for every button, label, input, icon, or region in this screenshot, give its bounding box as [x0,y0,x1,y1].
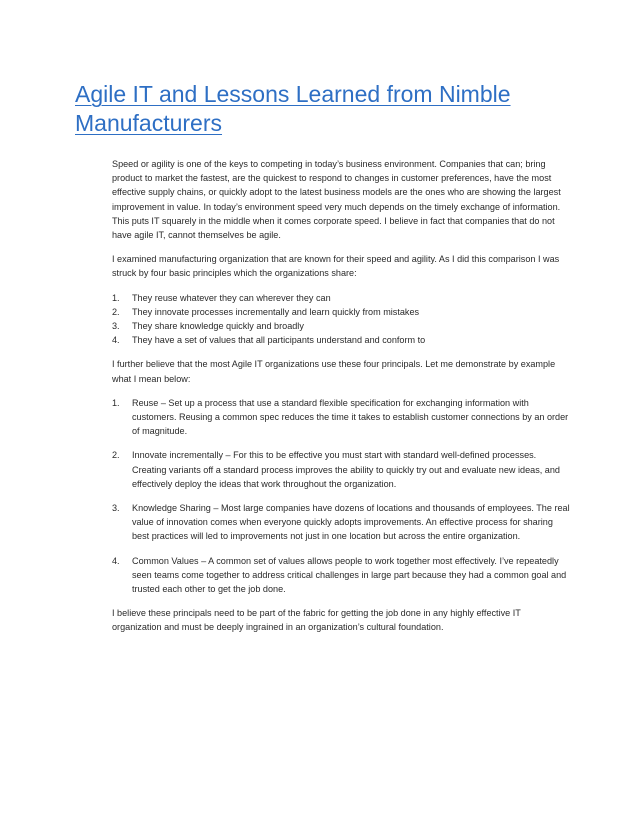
list-number: 3. [112,321,120,332]
list-item [112,554,572,597]
list-item-text: Knowledge Sharing – Most large companies have dozens of locations and thousands of employees. The real value of innovation comes when everyone quickly adopts improvements. An effective process for sharing best practices will led to improvements not just in one location but across the entire organization. [132,503,570,542]
list-item [112,291,572,305]
list-number: 4. [112,555,120,566]
conclusion-paragraph: I believe these principals need to be part of the fabric for getting the job done in any highly effective IT organization and must be deeply ingrained in an organization’s cultural foundation. [112,608,521,633]
list-item [112,333,572,347]
list-number: 1. [112,397,120,408]
list-item-text: Reuse – Set up a process that use a standard flexible specification for exchanging information with customers. Reusing a common spec reduces the time it takes to establish customer connections by an order of magnitude. [132,397,569,437]
details-list [112,396,572,596]
list-item-text: Common Values – A common set of values allows people to work together most effectively. I’ve repeatedly seen teams come together to address critical challenges in large part because they had a common goal and trusted each other to get the job done. [132,555,567,595]
list-item [112,448,572,491]
further-paragraph: I further believe that the most Agile IT organizations use these four principals. Let me demonstrate by example what I mean below: [112,359,556,384]
list-item-text: They innovate processes incrementally and learn quickly from mistakes [132,306,420,317]
list-item-text: They have a set of values that all participants understand and conform to [132,335,426,346]
list-item-text: Innovate incrementally – For this to be effective you must start with standard well-defined processes. Creating variants off a standard process improves the ability to quickly try out and evaluate new ideas, and effectively deploy the ideas that work throughout the organization. [132,450,560,489]
intro-paragraph: Speed or agility is one of the keys to competing in today’s business environment. Companies that can; bring product to market the fastest, are the quickest to respond to changes in customer preferences, have the most effective supply chains, or quickly adopt to the latest business models are the ones who are showing the largest improvement in value. In today’s environment speed very much depends on the timely exchange of information. This puts IT squarely in the middle when it comes corporate speed. I believe in fact that companies that do not have agile IT, cannot themselves be agile. [112,159,561,241]
principles-list [112,291,572,348]
list-item-text: They share knowledge quickly and broadly [132,321,304,332]
list-number: 2. [112,306,120,317]
document-body [112,157,572,645]
list-number: 2. [112,450,120,461]
list-item [112,305,572,319]
list-item-text: They reuse whatever they can wherever they can [132,292,331,303]
examined-paragraph: I examined manufacturing organization that are known for their speed and agility. As I did this comparison I was struck by four basic principles which the organizations share: [112,254,560,279]
list-item [112,319,572,333]
list-number: 4. [112,335,120,346]
list-item [112,396,572,439]
list-item [112,501,572,544]
list-number: 3. [112,503,120,514]
list-number: 1. [112,292,120,303]
document-title: Agile IT and Lessons Learned from Nimble Manufacturers [75,81,511,136]
